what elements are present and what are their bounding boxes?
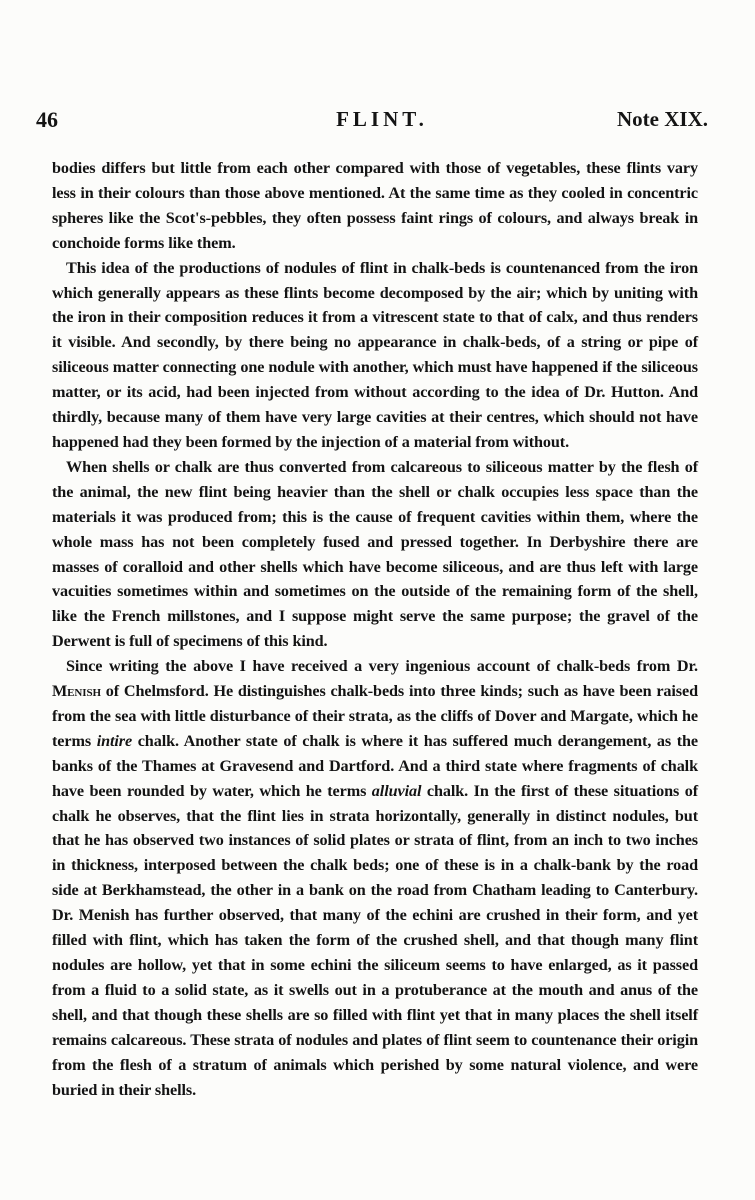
text-run: When shells or chalk are thus converted from calcareous to siliceous matter by the flesh of the animal, the new flint being heavier than the shell or chalk occupies less space than the materials it was produced from; this is the cause of frequent cavities within them, where the whole mass has not been completely fused and pressed together. In Derbyshire there are masses of coralloid and other shells which have become siliceous, and are thus left with large vacuities sometimes within and sometimes on the outside of the remaining form of the shell, like the French millstones, and I suppose might serve the same purpose; the gravel of the Derwent is full of specimens of this kind. (52, 457, 698, 651)
paragraph (52, 156, 698, 256)
paragraph (52, 654, 698, 1102)
page-number: 46 (36, 107, 58, 132)
person-name: Menish (52, 682, 101, 701)
running-head (36, 107, 708, 139)
italic-term: alluvial (371, 781, 422, 800)
text-run: Since writing the above I have received a very ingenious account of chalk-beds from Dr. (66, 657, 698, 676)
italic-term: intire (96, 731, 133, 750)
page-title: FLINT. (336, 107, 428, 131)
body-text (52, 156, 698, 1102)
text-run: of Chelmsford. He distinguishes chalk-beds into three kinds; such as have been raised from the sea with little disturbance of their strata, as the cliffs of Dover and Margate, which he terms (52, 682, 698, 750)
text-run: This idea of the productions of nodules of flint in chalk-beds is countenanced from the iron which generally appears as these flints become decomposed by the air; which by uniting with the iron in their composition reduces it from a vitrescent state to that of calx, and thus renders it visible. And secondly, by there being no appearance in chalk-beds, of a string or pipe of siliceous matter connecting one nodule with another, which must have happened if the siliceous matter, or its acid, had been injected from without according to the idea of Dr. Hutton. And thirdly, because many of them have very large cavities at their centres, which should not have happened had they been formed by the injection of a material from without. (52, 258, 698, 451)
text-run: chalk. Another state of chalk is where it has suffered much derangement, as the banks of the Thames at Gravesend and Dartford. And a third state where fragments of chalk have been rounded by water, which he terms (52, 731, 699, 800)
paragraph (52, 455, 698, 654)
paragraph (52, 256, 698, 455)
text-run: chalk. In the first of these situations of chalk he observes, that the flint lies in strata horizontally, generally in distinct nodules, but that he has observed two instances of solid plates or strata of flint, from an inch to two inches in thickness, interposed between the chalk beds; one of these is in a chalk-bank by the road side at Berkhamstead, the other in a bank on the road from Chatham leading to Canterbury. Dr. Menish has further observed, that many of the echini are crushed in their form, and yet filled with flint, which has taken the form of the crushed shell, and that though many flint nodules are hollow, yet that in some echini the siliceum seems to have enlarged, as it passed from a fluid to a solid state, as it swells out in a protuberance at the mouth and anus of the shell, and that though these shells are so filled with flint yet that in many places the shell itself remains calcareous. These strata of nodules and plates of flint seem to countenance their origin from the flesh of a stratum of animals which perished by some natural violence, and were buried in their shells. (52, 781, 698, 1099)
note-label: Note XIX. (617, 107, 708, 131)
text-run: bodies differs but little from each other compared with those of vegetables, these flints vary less in their colours than those above mentioned. At the same time as they cooled in concentric spheres like the Scot's-pebbles, they often possess faint rings of colours, and always break in conchoide forms like them. (52, 159, 698, 252)
